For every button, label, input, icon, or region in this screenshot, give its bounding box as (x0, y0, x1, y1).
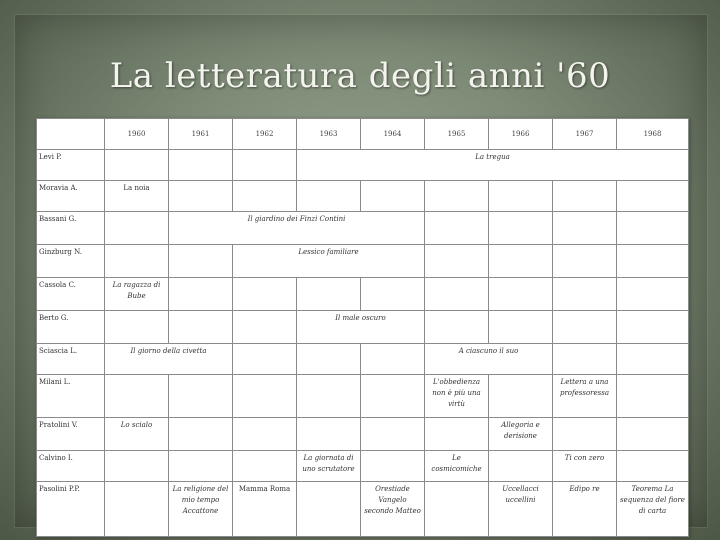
author-cell: Bassani G. (37, 212, 105, 245)
work-cell: Mamma Roma (233, 482, 297, 537)
empty-cell (489, 212, 553, 245)
empty-cell (617, 375, 689, 418)
empty-cell (169, 375, 233, 418)
author-cell: Ginzburg N. (37, 245, 105, 278)
work-cell: La giornata di uno scrutatore (297, 451, 361, 482)
table-row (37, 212, 689, 245)
empty-cell (489, 181, 553, 212)
empty-cell (233, 311, 297, 344)
empty-cell (361, 418, 425, 451)
empty-cell (617, 181, 689, 212)
empty-cell (233, 150, 297, 181)
empty-cell (617, 278, 689, 311)
table-row (37, 418, 689, 451)
empty-cell (553, 181, 617, 212)
empty-cell (297, 375, 361, 418)
empty-cell (169, 181, 233, 212)
work-cell: Teorema La sequenza del fiore di carta (617, 482, 689, 537)
empty-cell (297, 344, 361, 375)
empty-cell (233, 375, 297, 418)
table-row (37, 482, 689, 537)
empty-cell (105, 311, 169, 344)
empty-cell (169, 278, 233, 311)
empty-cell (361, 278, 425, 311)
empty-cell (489, 245, 553, 278)
empty-cell (425, 278, 489, 311)
author-cell: Milani L. (37, 375, 105, 418)
year-header: 1965 (425, 119, 489, 150)
work-cell: Il giorno della civetta (105, 344, 233, 375)
work-cell: L'obbedienza non è più una virtù (425, 375, 489, 418)
empty-cell (425, 418, 489, 451)
empty-cell (489, 311, 553, 344)
empty-cell (489, 451, 553, 482)
year-header: 1961 (169, 119, 233, 150)
year-header: 1964 (361, 119, 425, 150)
year-header: 1962 (233, 119, 297, 150)
empty-cell (105, 212, 169, 245)
empty-cell (297, 418, 361, 451)
empty-cell (617, 418, 689, 451)
author-cell: Cassola C. (37, 278, 105, 311)
empty-cell (553, 278, 617, 311)
table-row (37, 181, 689, 212)
empty-cell (233, 278, 297, 311)
timeline-table (36, 118, 689, 537)
empty-cell (617, 311, 689, 344)
author-cell: Pasolini P.P. (37, 482, 105, 537)
empty-cell (425, 482, 489, 537)
work-cell: La ragazza di Bube (105, 278, 169, 311)
author-cell: Levi P. (37, 150, 105, 181)
header-corner (37, 119, 105, 150)
work-cell: Lettera a una professoressa (553, 375, 617, 418)
empty-cell (169, 150, 233, 181)
empty-cell (361, 451, 425, 482)
work-cell: Lessico familiare (233, 245, 425, 278)
year-header: 1967 (553, 119, 617, 150)
work-cell: Il giardino dei Finzi Contini (169, 212, 425, 245)
work-cell: La tregua (297, 150, 689, 181)
empty-cell (553, 418, 617, 451)
empty-cell (489, 375, 553, 418)
work-cell: Lo scialo (105, 418, 169, 451)
year-header: 1963 (297, 119, 361, 150)
empty-cell (169, 311, 233, 344)
table-row (37, 245, 689, 278)
table-row (37, 311, 689, 344)
table-row (37, 375, 689, 418)
empty-cell (105, 451, 169, 482)
empty-cell (489, 278, 553, 311)
author-cell: Moravia A. (37, 181, 105, 212)
work-cell: A ciascuno il suo (425, 344, 553, 375)
empty-cell (297, 181, 361, 212)
empty-cell (233, 418, 297, 451)
empty-cell (105, 245, 169, 278)
empty-cell (361, 375, 425, 418)
empty-cell (361, 181, 425, 212)
empty-cell (553, 311, 617, 344)
empty-cell (105, 482, 169, 537)
work-cell: Orestiade Vangelo secondo Matteo (361, 482, 425, 537)
author-cell: Sciascia L. (37, 344, 105, 375)
empty-cell (553, 245, 617, 278)
year-header: 1968 (617, 119, 689, 150)
empty-cell (233, 451, 297, 482)
year-header: 1960 (105, 119, 169, 150)
empty-cell (361, 344, 425, 375)
empty-cell (425, 311, 489, 344)
empty-cell (617, 451, 689, 482)
work-cell: Il male oscuro (297, 311, 425, 344)
empty-cell (233, 344, 297, 375)
author-cell: Berto G. (37, 311, 105, 344)
work-cell: Le cosmicomiche (425, 451, 489, 482)
empty-cell (297, 482, 361, 537)
empty-cell (425, 212, 489, 245)
empty-cell (425, 181, 489, 212)
table-row (37, 344, 689, 375)
empty-cell (233, 181, 297, 212)
table-row (37, 278, 689, 311)
empty-cell (105, 375, 169, 418)
empty-cell (169, 451, 233, 482)
work-cell: Ti con zero (553, 451, 617, 482)
work-cell: Edipo re (553, 482, 617, 537)
table-row (37, 150, 689, 181)
work-cell: La noia (105, 181, 169, 212)
empty-cell (169, 245, 233, 278)
year-header: 1966 (489, 119, 553, 150)
empty-cell (297, 278, 361, 311)
work-cell: Uccellacci uccellini (489, 482, 553, 537)
empty-cell (617, 212, 689, 245)
header-row (37, 119, 689, 150)
table-row (37, 451, 689, 482)
empty-cell (105, 150, 169, 181)
empty-cell (617, 245, 689, 278)
empty-cell (553, 344, 617, 375)
empty-cell (425, 245, 489, 278)
slide-title: La letteratura degli anni '60 (109, 56, 611, 96)
empty-cell (553, 212, 617, 245)
empty-cell (617, 344, 689, 375)
author-cell: Pratolini V. (37, 418, 105, 451)
work-cell: Allegoria e derisione (489, 418, 553, 451)
author-cell: Calvino I. (37, 451, 105, 482)
work-cell: La religione del mio tempo Accattone (169, 482, 233, 537)
empty-cell (169, 418, 233, 451)
